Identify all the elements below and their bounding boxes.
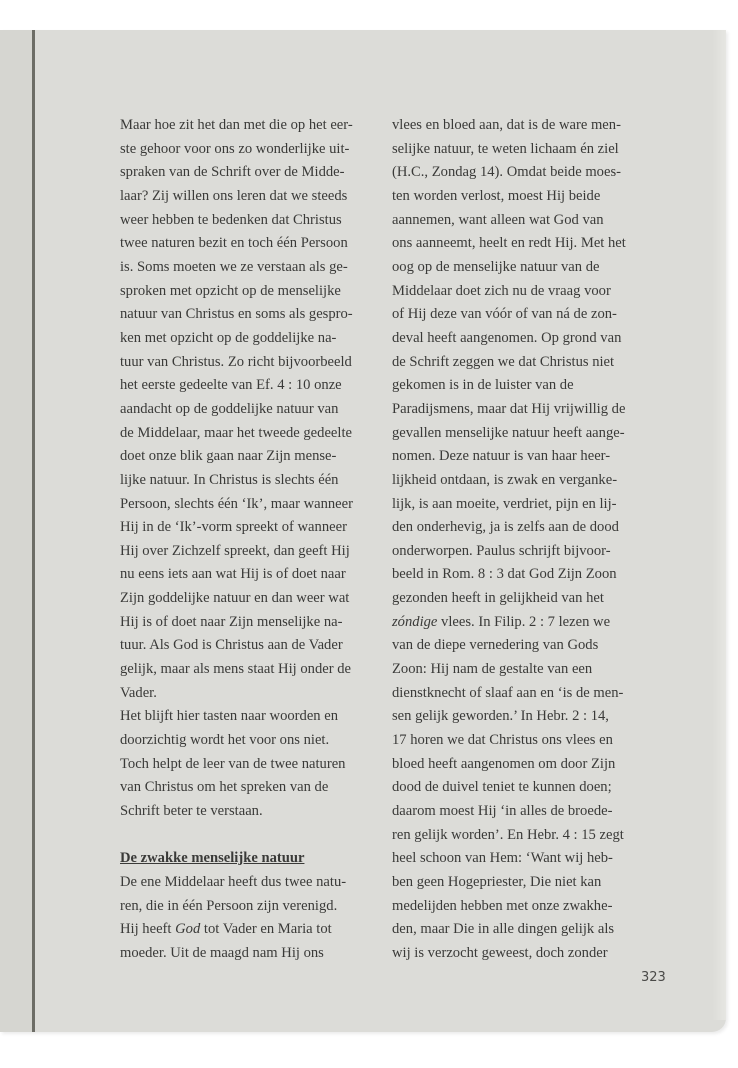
text-line: gevallen menselijke natuur heeft aange-: [392, 424, 625, 441]
text-line: den, maar Die in alle dingen gelijk als: [392, 921, 615, 938]
text-line: is. Soms moeten we ze verstaan als ge-: [120, 258, 348, 275]
text-line: dienstknecht of slaaf aan en ‘is de men-: [392, 684, 624, 701]
text-line: van de diepe vernedering van Gods: [392, 637, 599, 654]
text-line: wij is verzocht geweest, doch zonder: [392, 944, 608, 961]
text-line: De ene Middelaar heeft dus twee natu-: [120, 874, 347, 890]
text-line: de Schrift zeggen we dat Christus niet: [392, 353, 615, 370]
text-line: twee naturen bezit en toch één Persoon: [120, 235, 348, 252]
text-line: gekomen is in de luister van de: [392, 377, 574, 394]
text-line: ren, die in één Persoon zijn verenigd.: [120, 897, 338, 914]
text-line: Maar hoe zit het dan met die op het eer-: [120, 117, 353, 133]
text-line: nu eens iets aan wat Hij is of doet naar: [120, 566, 346, 583]
text-line: Hij in de ‘Ik’-vorm spreekt of wanneer: [120, 519, 347, 536]
right-text-column: [392, 114, 654, 966]
text-segment: vlees. In Filip. 2 : 7 lezen we: [437, 613, 611, 630]
text-line: beeld in Rom. 8 : 3 dat God Zijn Zoon: [392, 566, 617, 583]
italic-text: zóndige: [392, 613, 438, 630]
text-line: ons aanneemt, heelt en redt Hij. Met het: [392, 235, 626, 252]
text-line: Zijn goddelijke natuur en dan weer wat: [120, 590, 350, 607]
text-line: gelijk, maar als mens staat Hij onder de: [120, 661, 351, 678]
text-line: ken met opzicht op de goddelijke na-: [120, 329, 337, 346]
text-line: het eerste gedeelte van Ef. 4 : 10 onze: [120, 377, 342, 394]
text-line: deval heeft aangenomen. Op grond van: [392, 329, 622, 346]
text-line: selijke natuur, te weten lichaam én ziel: [392, 140, 619, 157]
text-line: den onderhevig, ja is zelfs aan de dood: [392, 519, 619, 536]
text-line: bloed heeft aangenomen om door Zijn: [392, 755, 616, 772]
page-number: 323: [641, 970, 666, 985]
text-line: Toch helpt de leer van de twee naturen: [120, 755, 346, 772]
text-line: ste gehoor voor ons zo wonderlijke uit-: [120, 140, 350, 157]
text-line: nomen. Deze natuur is van haar heer-: [392, 448, 611, 465]
text-line: Schrift beter te verstaan.: [120, 803, 263, 820]
text-line: tuur. Als God is Christus aan de Vader: [120, 637, 343, 654]
text-segment: Hij heeft: [120, 921, 176, 938]
text-line: doorzichtig wordt het voor ons niet.: [120, 732, 330, 749]
text-line: laar? Zij willen ons leren dat we steeds: [120, 187, 348, 204]
text-line: gezonden heeft in gelijkheid van het: [392, 590, 604, 607]
text-line: 17 horen we dat Christus ons vlees en: [392, 732, 613, 749]
text-line: medelijden hebben met onze zwakhe-: [392, 897, 613, 914]
text-line: heel schoon van Hem: ‘Want wij heb-: [392, 850, 613, 867]
text-line: lijkheid ontdaan, is zwak en verganke-: [392, 471, 618, 488]
text-line: [392, 611, 654, 635]
text-line: ten worden verlost, moest Hij beide: [392, 187, 601, 204]
text-line: tuur van Christus. Zo richt bijvoorbeeld: [120, 353, 352, 370]
section-heading: De zwakke menselijke natuur: [120, 850, 305, 867]
text-line: moeder. Uit de maagd nam Hij ons: [120, 944, 324, 961]
text-line: van Christus om het spreken van de: [120, 779, 329, 796]
text-line: doet onze blik gaan naar Zijn mense-: [120, 448, 337, 465]
text-line: (H.C., Zondag 14). Omdat beide moes-: [392, 164, 621, 181]
text-line: de Middelaar, maar het tweede gedeelte: [120, 424, 352, 441]
text-line: Het blijft hier tasten naar woorden en: [120, 708, 339, 725]
text-line: spraken van de Schrift over de Midde-: [120, 164, 345, 181]
text-line: of Hij deze van vóór of van ná de zon-: [392, 306, 617, 323]
text-line: Hij over Zichzelf spreekt, dan geeft Hij: [120, 542, 350, 559]
italic-text: God: [175, 921, 201, 938]
text-line: Vader.: [120, 684, 157, 701]
text-line: lijk, is aan moeite, verdriet, pijn en lij-: [392, 495, 617, 512]
text-line: Middelaar doet zich nu de vraag voor: [392, 282, 611, 299]
text-line: lijke natuur. In Christus is slechts één: [120, 471, 339, 488]
text-line: sen gelijk geworden.’ In Hebr. 2 : 14,: [392, 708, 609, 725]
text-line: natuur van Christus en soms als gespro-: [120, 306, 353, 323]
text-line: aannemen, want alleen wat God van: [392, 211, 604, 228]
text-line: vlees en bloed aan, dat is de ware men-: [392, 117, 621, 133]
text-line: daarom moest Hij ‘in alles de broede-: [392, 803, 613, 820]
text-line: ben geen Hogepriester, Die niet kan: [392, 874, 602, 890]
text-line: [120, 824, 365, 848]
text-line: Hij is of doet naar Zijn menselijke na-: [120, 613, 343, 630]
text-line: Persoon, slechts één ‘Ik’, maar wanneer: [120, 495, 354, 512]
text-line: Paradijsmens, maar dat Hij vrijwillig de: [392, 400, 626, 417]
text-line: ren gelijk worden’. En Hebr. 4 : 15 zegt: [392, 826, 624, 843]
text-line: sproken met opzicht op de menselijke: [120, 282, 341, 299]
left-text-column: [120, 114, 365, 966]
previous-page-edge: [0, 30, 32, 1032]
text-segment: tot Vader en Maria tot: [200, 921, 332, 938]
text-line: dood de duivel teniet te kunnen doen;: [392, 779, 612, 796]
text-line: aandacht op de goddelijke natuur van: [120, 400, 339, 417]
page-edge: [712, 30, 726, 1020]
text-line: oog op de menselijke natuur van de: [392, 258, 600, 275]
text-line: weer hebben te bedenken dat Christus: [120, 211, 342, 228]
text-line: [120, 918, 365, 942]
text-line: Zoon: Hij nam de gestalte van een: [392, 661, 593, 678]
text-line: onderworpen. Paulus schrijft bijvoor-: [392, 542, 611, 559]
book-spine-gutter: [32, 30, 35, 1032]
